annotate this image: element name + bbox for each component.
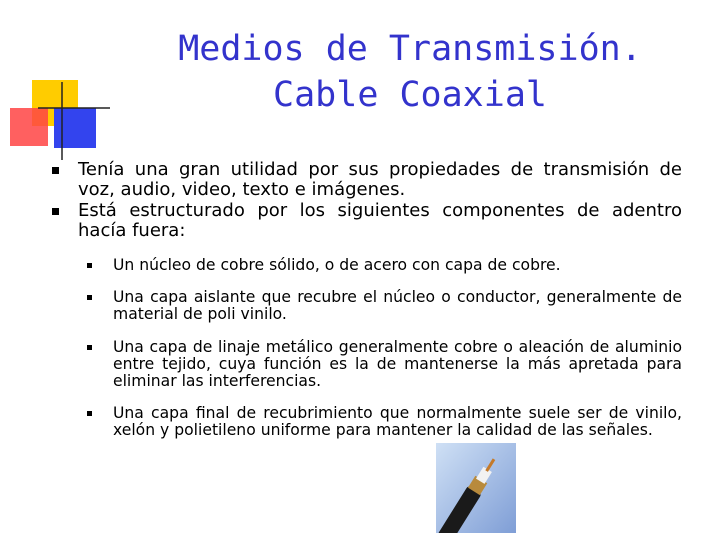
slide-body [50, 160, 682, 444]
sub-bullet-text: Un núcleo de cobre sólido, o de acero con capa de cobre. [113, 255, 561, 274]
sub-bullet-text: Una capa final de recubrimiento que normalmente suele ser de vinilo, xelón y polietileno uniforme para mantener la calidad de las señales. [113, 404, 682, 440]
bullet-text: Está estructurado por los siguientes componentes de adentro hacía fuera: [78, 200, 682, 241]
coaxial-cable-image [436, 443, 516, 533]
square-bullet-icon [52, 167, 59, 174]
sub-bullet-item [78, 339, 682, 390]
square-bullet-icon [87, 295, 92, 300]
bullet-item [50, 201, 682, 241]
sub-bullet-list [50, 257, 682, 440]
square-bullet-icon [87, 411, 92, 416]
sub-bullet-item [78, 289, 682, 323]
sub-bullet-text: Una capa de linaje metálico generalmente cobre o aleación de aluminio entre tejido, cuya función es la de mantenerse la más apretada para eliminar las interferencias. [113, 337, 682, 390]
square-bullet-icon [52, 208, 59, 215]
deco-blue-square [54, 108, 96, 148]
title-line-1: Medios de Transmisión. [178, 29, 642, 69]
sub-bullet-item [78, 405, 682, 439]
slide-title [110, 26, 710, 118]
sub-bullet-text: Una capa aislante que recubre el núcleo o conductor, generalmente de material de poli vinilo. [113, 288, 682, 324]
corner-decoration [0, 0, 110, 160]
square-bullet-icon [87, 263, 92, 268]
bullet-text: Tenía una gran utilidad por sus propiedades de transmisión de voz, audio, video, texto e imágenes. [78, 159, 682, 200]
deco-red-square [10, 108, 48, 146]
sub-bullet-item [78, 257, 682, 274]
square-bullet-icon [87, 345, 92, 350]
title-line-2: Cable Coaxial [273, 75, 547, 115]
bullet-item [50, 160, 682, 200]
